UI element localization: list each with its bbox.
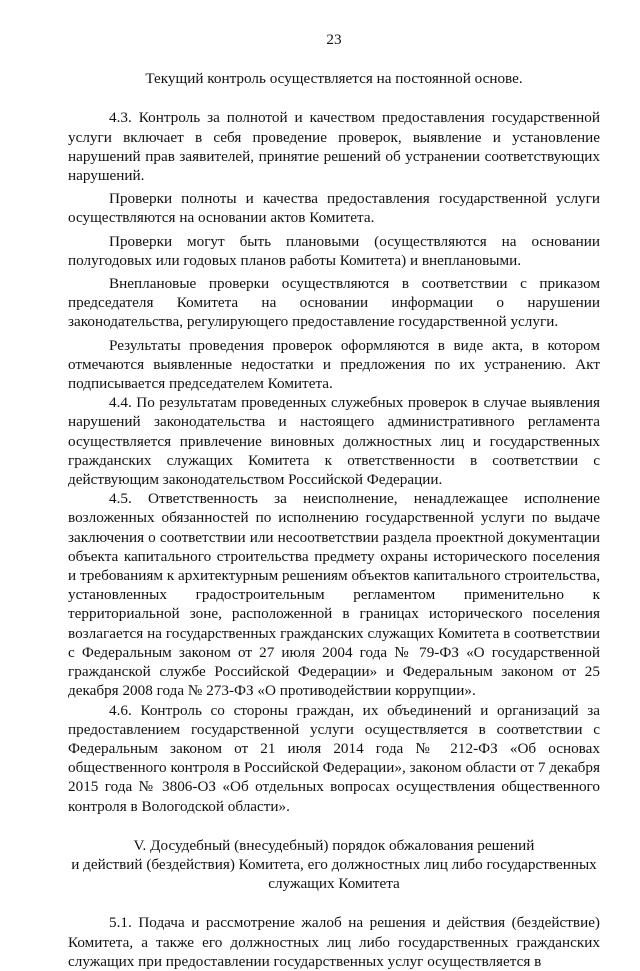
section-heading [68,836,600,894]
section-heading-line2: и действий (бездействия) Комитета, его должностных лиц либо государственных [71,855,597,873]
paragraph-4-6: 4.6. Контроль со стороны граждан, их объединений и организаций за предоставлением государственной услуги осуществляется в соответствии с Федеральным законом от 21 июля 2014 года № 212-ФЗ «Об основах общественного контроля в Российской Федерации», законом области от 7 декабря 2015 года № 3806-ОЗ «Об отдельных вопросах осуществления общественного контроля в Вологодской области». [68,701,600,815]
paragraph-5-1: 5.1. Подача и рассмотрение жалоб на решения и действия (бездействие) Комитета, а также его должностных лиц либо государственных гражданских служащих при предоставлении государственных услуг осуществляется в [68,914,600,970]
section-heading-line3: служащих Комитета [268,875,400,893]
section-heading-line1: V. Досудебный (внесудебный) порядок обжалования решений [133,836,535,854]
paragraph-4-3-unscheduled: Внеплановые проверки осуществляются в соответствии с приказом председателя Комитета на основании информации о нарушении законодательства, регулирующего предоставление государственной услуги. [68,275,600,331]
paragraph-4-3-types: Проверки могут быть плановыми (осуществляются на основании полугодовых или годовых планов работы Комитета) и внеплановыми. [68,232,600,269]
intro-line: Текущий контроль осуществляется на постоянной основе. [145,70,523,88]
paragraph-4-3: 4.3. Контроль за полнотой и качеством предоставления государственной услуги включает в себя проведение проверок, выявление и установление нарушений прав заявителей, принятие решений об устранении соответствующих нарушений. [68,109,600,185]
document-page [68,30,600,971]
paragraph-4-5: 4.5. Ответственность за неисполнение, ненадлежащее исполнение возложенных обязанностей по исполнению государственной услуги по выдаче заключения о соответствии или несоответствии раздела проектной документации объекта капитального строительства предмету охраны исторического поселения и требованиям к архитектурным решениям объектов капитального строительства, установленных градостроительным регламентом применительно к территориальной зоне, расположенной в границах исторического поселения возлагается на государственных гражданских служащих Комитета в соответствии с Федеральным законом от 27 июля 2004 года № 79-ФЗ «О государственной гражданской службе Российской Федерации» и Федеральным законом от 25 декабря 2008 года № 273-ФЗ «О противодействии коррупции». [68,490,600,700]
paragraph-4-4: 4.4. По результатам проведенных служебных проверок в случае выявления нарушений законодательства и настоящего административного регламента осуществляется привлечение виновных должностных лиц и государственных гражданских служащих Комитета к ответственности в соответствии с действующим законодательством Российской Федерации. [68,394,600,489]
paragraph-4-3-results: Результаты проведения проверок оформляются в виде акта, в котором отмечаются выявленные недостатки и предложения по их устранению. Акт подписывается председателем Комитета. [68,336,600,393]
paragraph-4-3-quality: Проверки полноты и качества предоставления государственной услуги осуществляются на основании актов Комитета. [68,190,600,227]
page-number: 23 [326,31,342,48]
